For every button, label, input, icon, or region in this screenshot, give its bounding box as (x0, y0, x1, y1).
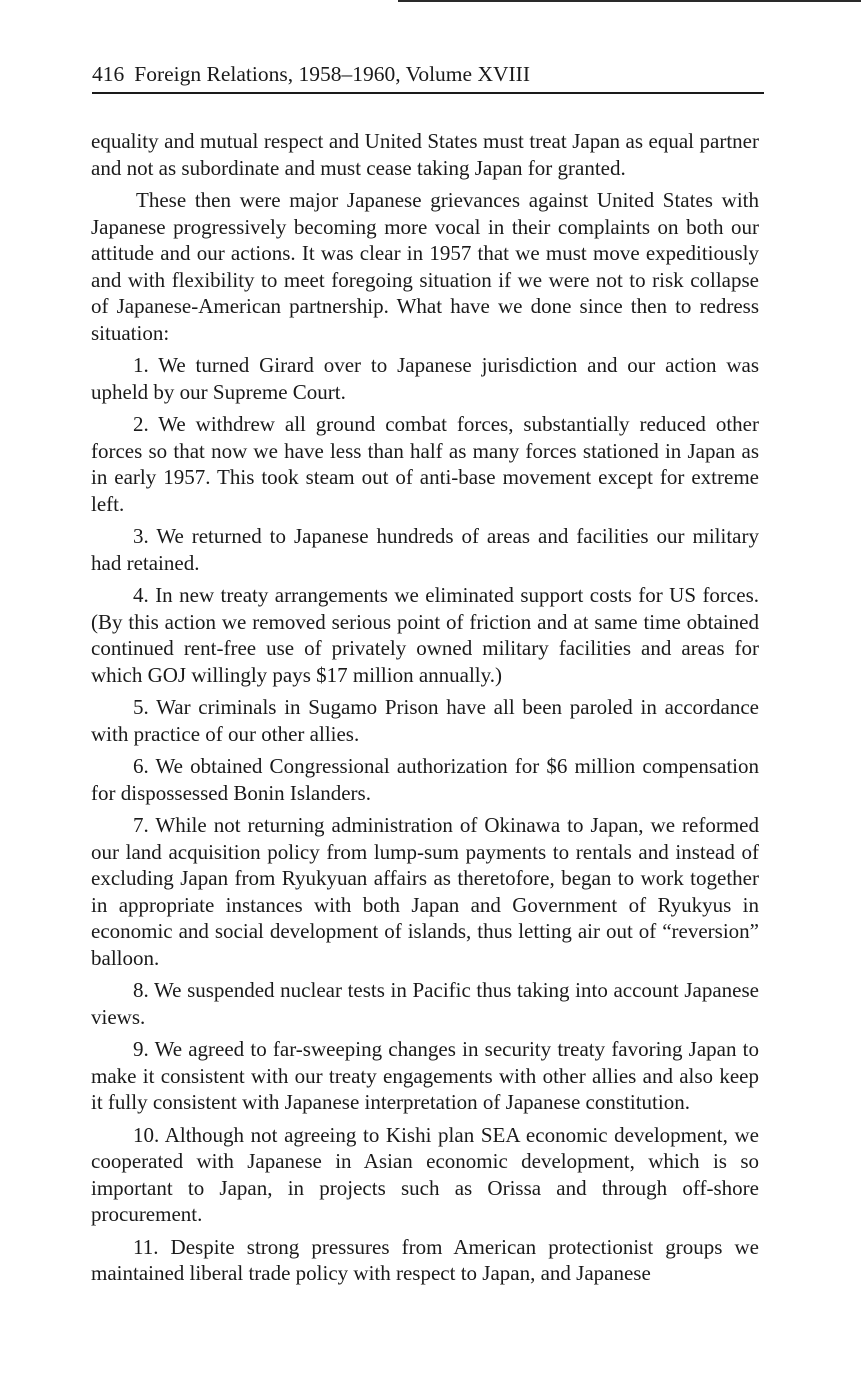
header-rule (92, 92, 764, 94)
list-item-5: 5. War criminals in Sugamo Prison have all been paroled in accordance with practice of our other allies. (91, 695, 759, 746)
list-item-7: 7. While not returning administration of Okinawa to Japan, we reformed our land acquisition policy from lump-sum payments to rentals and instead of excluding Japan from Ryukyuan affairs as theretofore, began to work together in appropriate instances with both Japan and Government of Ryukyus in economic and social development of islands, thus letting air out of “reversion” balloon. (91, 813, 759, 970)
running-head (92, 58, 764, 90)
list-item-4: 4. In new treaty arrangements we eliminated support costs for US forces. (By this action we removed serious point of friction and at same time obtained continued rent-free use of privately owned military facilities and areas for which GOJ willingly pays $17 million annually.) (91, 583, 759, 687)
list-item-3: 3. We returned to Japanese hundreds of areas and facilities our military had retained. (91, 524, 759, 575)
paragraph-continuation: equality and mutual respect and United States must treat Japan as equal partner and not as subordinate and must cease taking Japan for granted. (91, 129, 759, 180)
list-item-8: 8. We suspended nuclear tests in Pacific thus taking into account Japanese views. (91, 978, 759, 1029)
body-text (91, 128, 759, 1287)
list-item-6: 6. We obtained Congressional authorization for $6 million compensation for dispossessed Bonin Islanders. (91, 754, 759, 805)
running-title: Foreign Relations, 1958–1960, Volume XVIII (134, 62, 530, 86)
paragraph-grievances: These then were major Japanese grievances against United States with Japanese progressively becoming more vocal in their complaints on both our attitude and our actions. It was clear in 1957 that we must move expeditiously and with flexibility to meet foregoing situation if we were not to risk collapse of Japanese-American partnership. What have we done since then to redress situation: (91, 188, 759, 345)
top-edge-rule (398, 0, 861, 2)
list-item-1: 1. We turned Girard over to Japanese jurisdiction and our action was upheld by our Supreme Court. (91, 353, 759, 404)
list-item-11: 11. Despite strong pressures from American protectionist groups we maintained liberal trade policy with respect to Japan, and Japanese (91, 1234, 759, 1285)
page-number: 416 (92, 62, 125, 86)
list-item-10: 10. Although not agreeing to Kishi plan SEA economic development, we cooperated with Japanese in Asian economic development, which is so important to Japan, in projects such as Orissa and through off-shore procurement. (91, 1122, 759, 1226)
list-item-2: 2. We withdrew all ground combat forces, substantially reduced other forces so that now we have less than half as many forces stationed in Japan as in early 1957. This took steam out of anti-base movement except for extreme left. (91, 412, 759, 516)
list-item-9: 9. We agreed to far-sweeping changes in security treaty favoring Japan to make it consistent with our treaty engagements with other allies and also keep it fully consistent with Japanese interpretation of Japanese constitution. (91, 1037, 759, 1114)
